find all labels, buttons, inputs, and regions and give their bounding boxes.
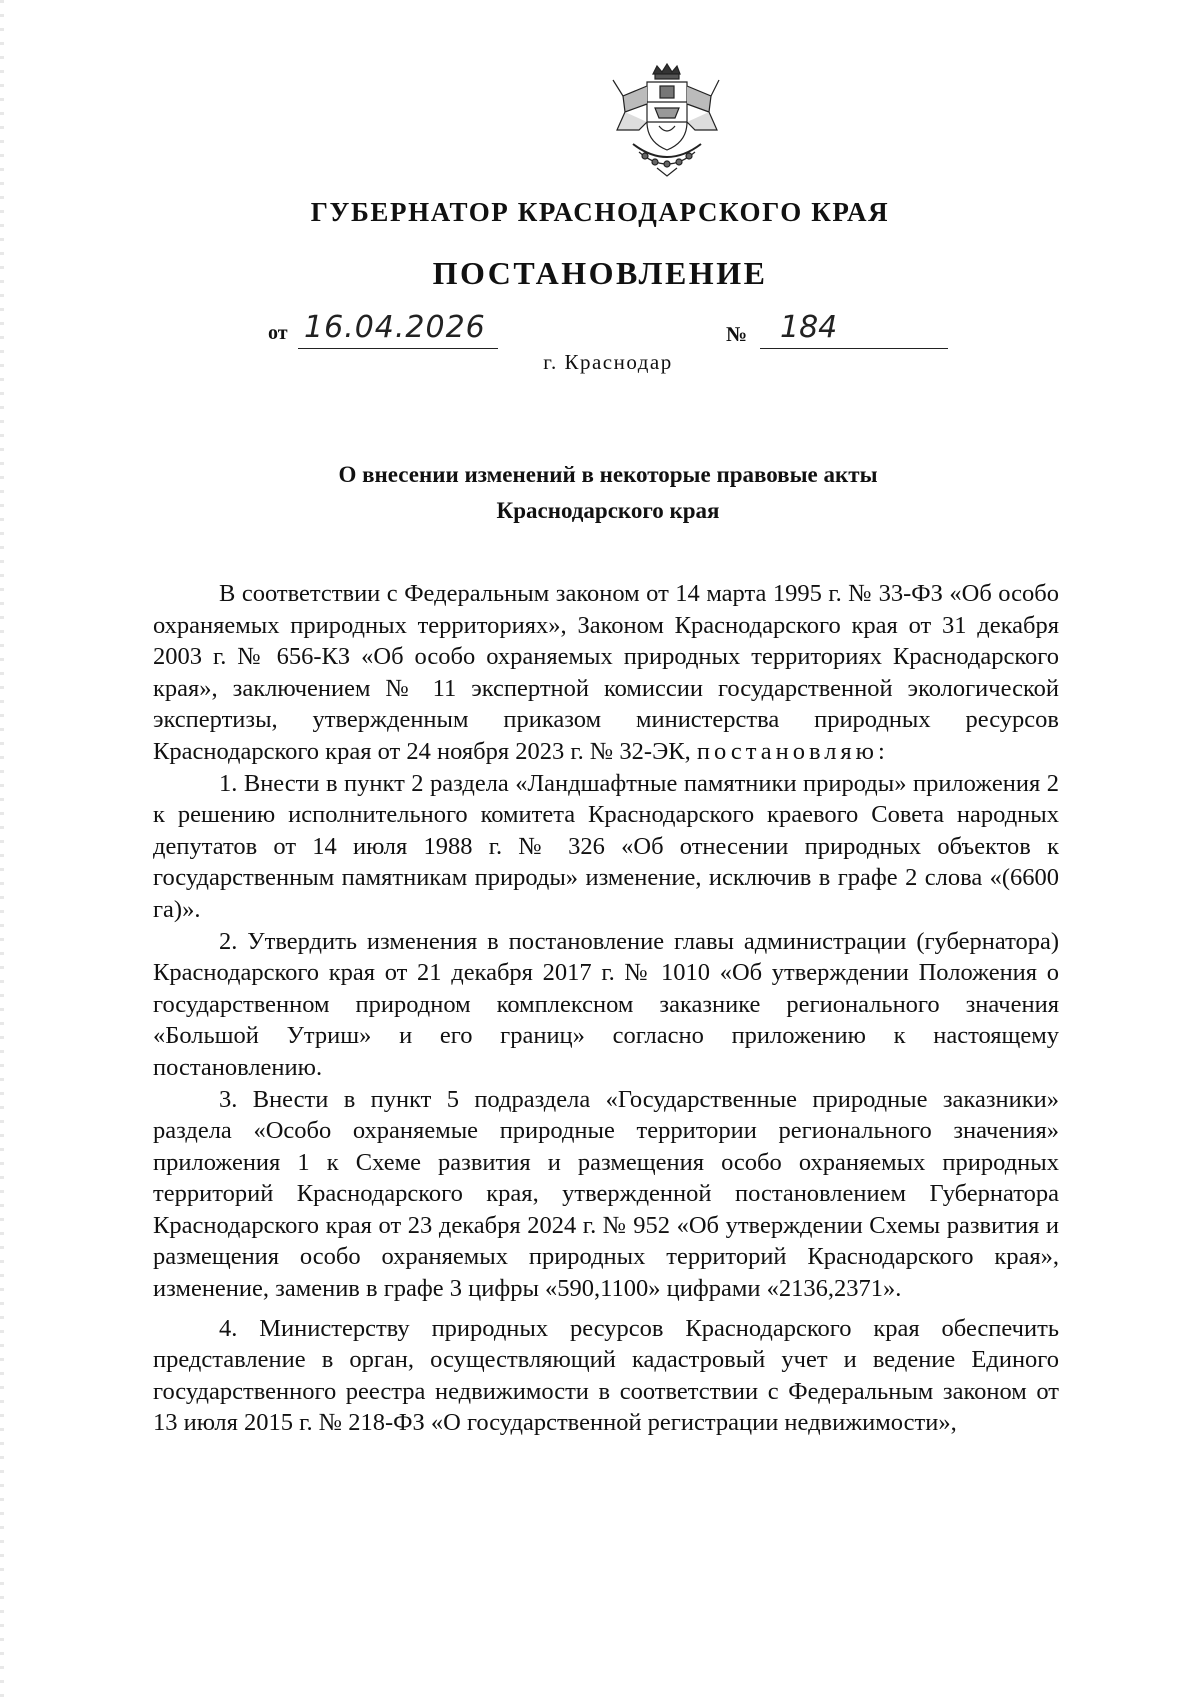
- preamble-text: В соответствии с Федеральным законом от 14 марта 1995 г. № 33-ФЗ «Об особо охраняемых природных территориях», Законом Краснодарского края от 31 декабря 2003 г. № 656-КЗ «Об особо охраняемых природных территориях Краснодарского края», заключением № 11 экспертной комиссии государственной экологической экспертизы, утвержденным приказом министерства природных ресурсов Краснодарского края от 24 ноября 2023 г. № 32-ЭК,: [153, 580, 1059, 765]
- handwritten-date: 16.04.2026: [304, 310, 486, 345]
- place-of-issue: г. Краснодар: [543, 350, 673, 374]
- subject-line-1: О внесении изменений в некоторые правовые акты: [338, 462, 878, 487]
- item-2-paragraph: 2. Утвердить изменения в постановление главы администрации (губернатора) Краснодарского края от 21 декабря 2017 г. № 1010 «Об утверждении Положения о государственном природном комплексном заказнике регионального значения «Большой Утриш» и его границ» согласно приложению к настоящему постановлению.: [153, 927, 1059, 1081]
- item-1-paragraph: 1. Внести в пункт 2 раздела «Ландшафтные памятники природы» приложения 2 к решению исполнительного комитета Краснодарского краевого Совета народных депутатов от 14 июля 1988 г. № 326 «Об отнесении природных объектов к государственным памятникам природы» изменение, исключив в графе 2 слова «(6600 га)».: [153, 769, 1059, 923]
- number-prefix: №: [726, 322, 748, 346]
- date-number-row: [268, 312, 948, 352]
- item-4-paragraph: 4. Министерству природных ресурсов Краснодарского края обеспечить представление в орган, осуществляющий кадастровый учет и ведение Единого государственного реестра недвижимости в соответствии с Федеральным законом от 13 июля 2015 г. № 218-ФЗ «О государственной регистрации недвижимости»,: [153, 1314, 1059, 1437]
- preamble-paragraph: [153, 578, 1059, 768]
- issuing-authority-title: ГУБЕРНАТОР КРАСНОДАРСКОГО КРАЯ: [310, 197, 890, 227]
- coat-of-arms-icon: [605, 60, 720, 180]
- document-subject: [0, 457, 1200, 529]
- decree-word: постановляю:: [696, 737, 889, 765]
- date-prefix: от: [268, 322, 288, 344]
- handwritten-number: 184: [780, 310, 838, 345]
- item-3-paragraph: 3. Внести в пункт 5 подраздела «Государственные природные заказники» раздела «Особо охраняемые природные территории регионального значения» приложения 1 к Схеме развития и размещения особо охраняемых природных территорий Краснодарского края, утвержденной постановлением Губернатора Краснодарского края от 23 декабря 2024 г. № 952 «Об утверждении Схемы развития и размещения особо охраняемых природных территорий Краснодарского края», изменение, заменив в графе 3 цифры «590,1100» цифрами «2136,2371».: [153, 1085, 1059, 1303]
- number-underline: [760, 348, 948, 349]
- subject-line-2: Краснодарского края: [496, 498, 720, 523]
- document-body: [153, 578, 1059, 1439]
- date-underline: [298, 348, 498, 349]
- document-type-title: ПОСТАНОВЛЕНИЕ: [432, 255, 768, 291]
